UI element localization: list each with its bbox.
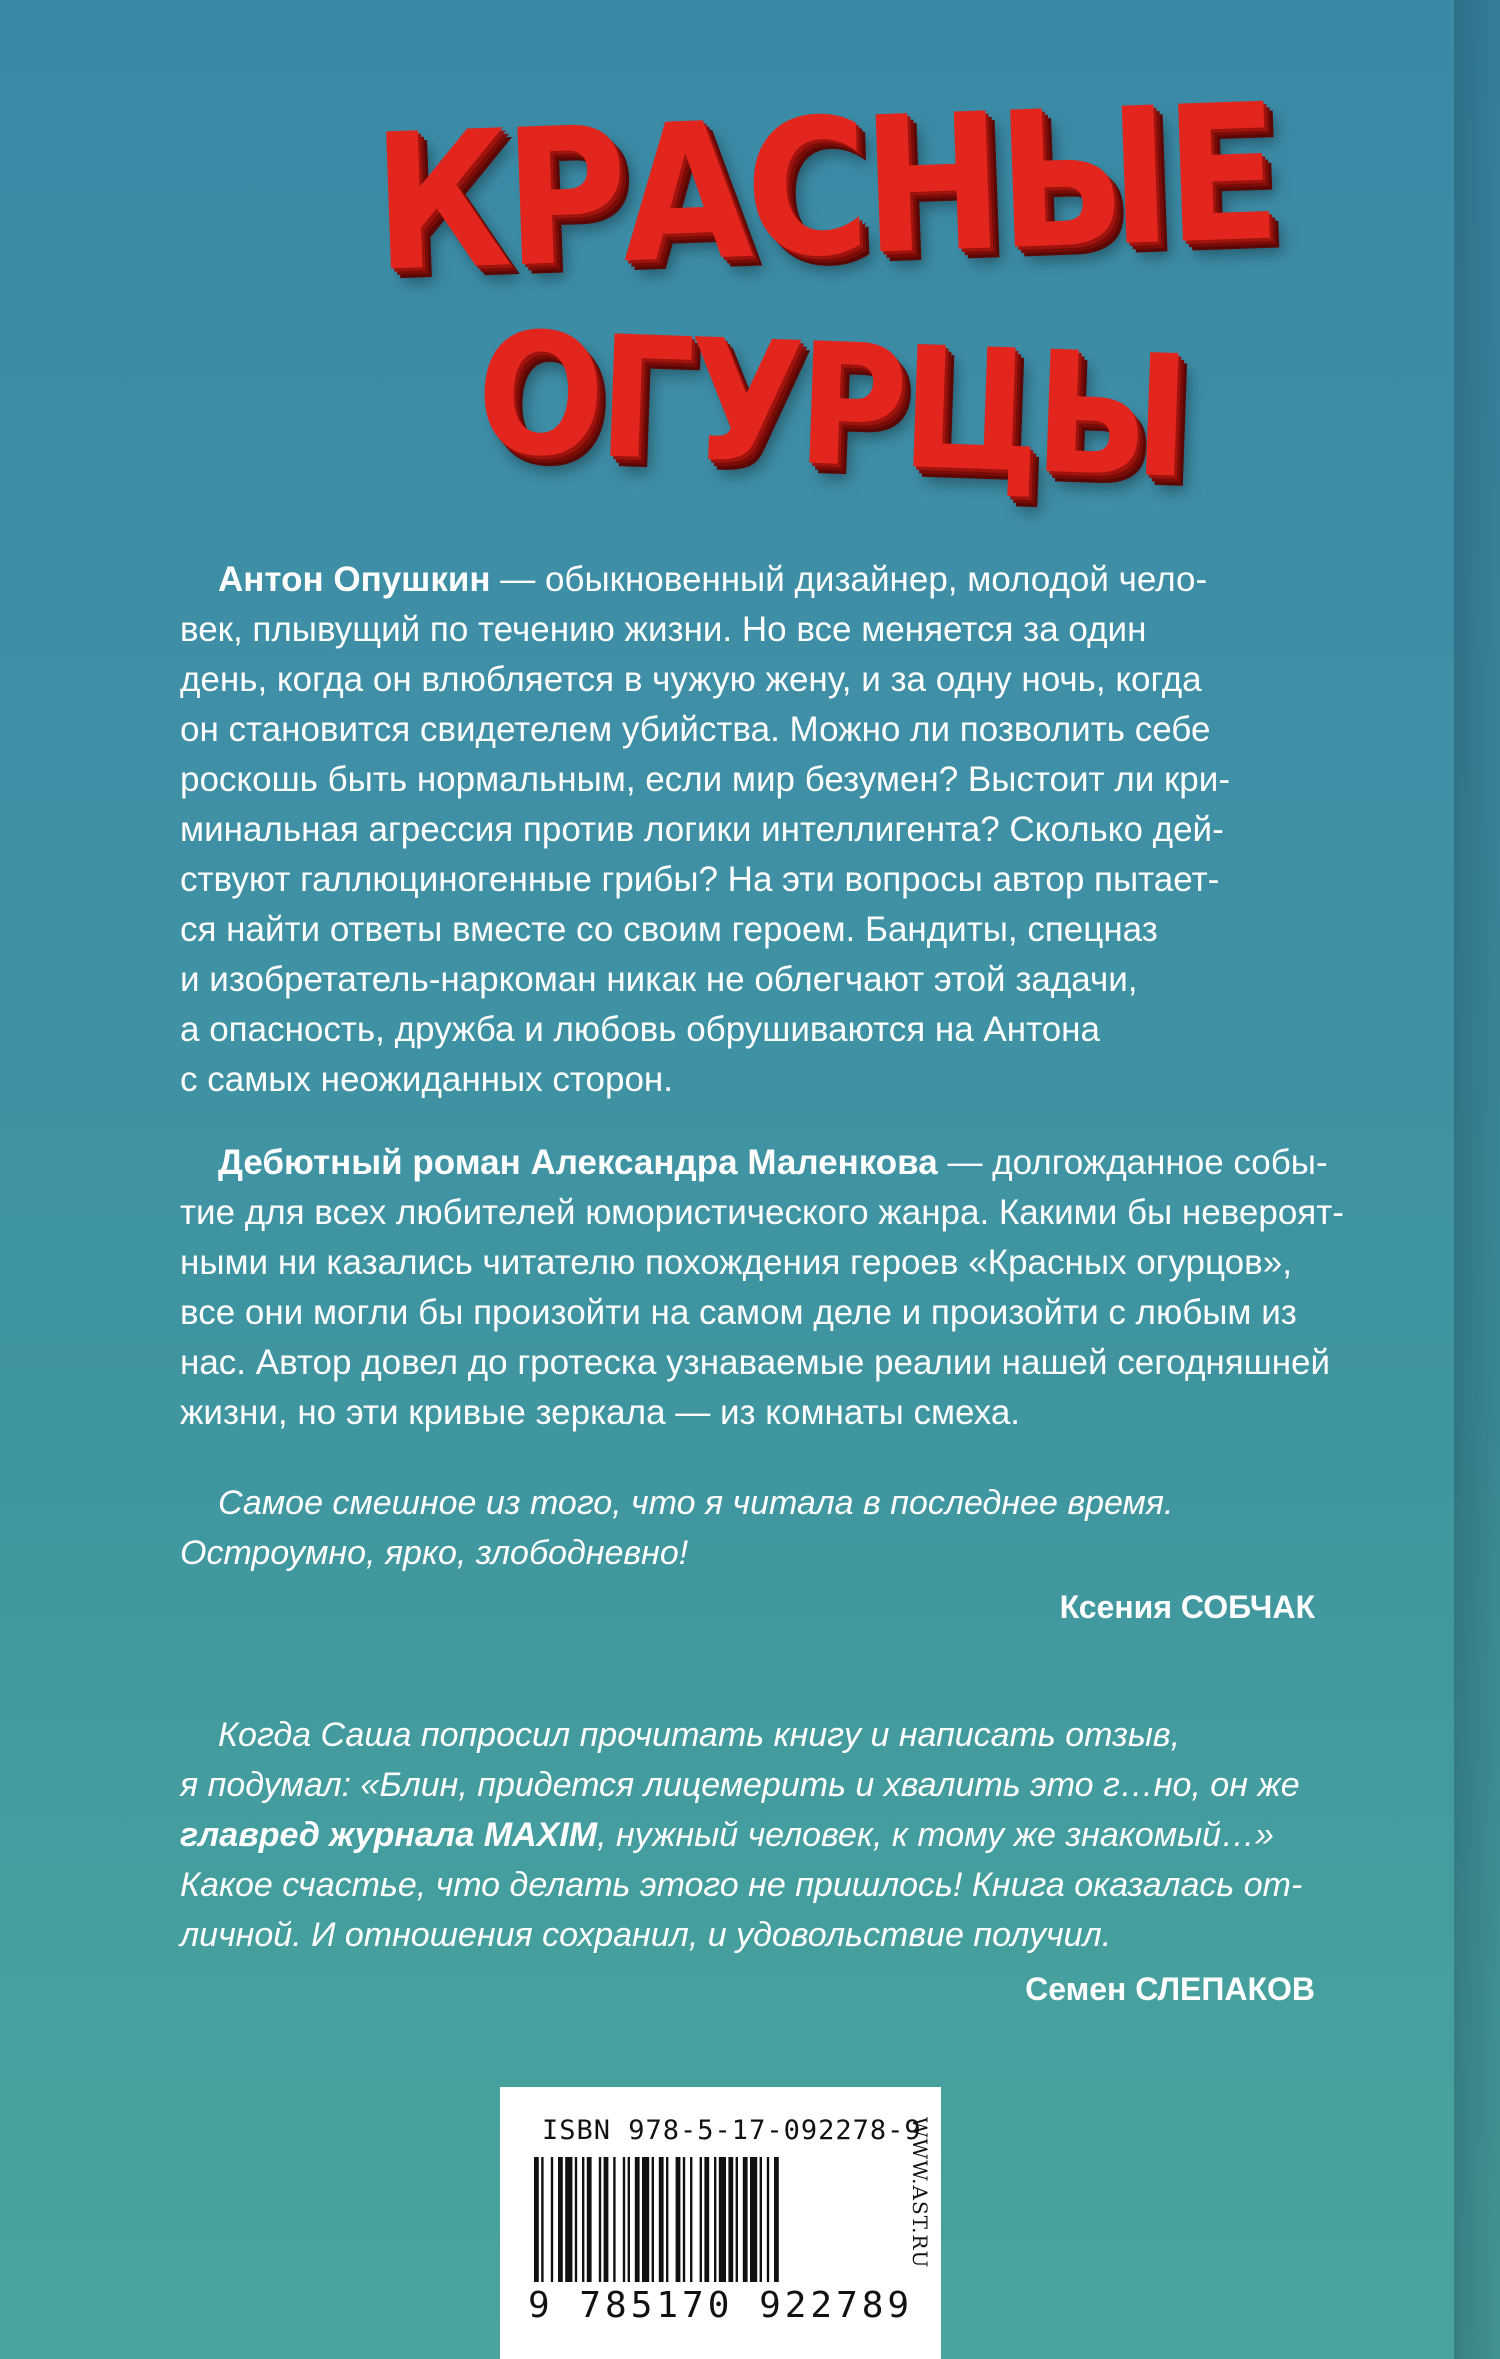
paragraph-line: а опасность, дружба и любовь обрушиваются на Антона xyxy=(180,1010,1100,1049)
paragraph-line: все они могли бы произойти на самом деле и произойти с любым из xyxy=(180,1293,1297,1332)
paragraph-text: — обыкновенный дизайнер, молодой чело- xyxy=(490,560,1208,599)
barcode-icon xyxy=(530,2157,880,2287)
paragraph-text: — долгожданное собы- xyxy=(937,1143,1328,1182)
paragraph-line xyxy=(180,555,1315,605)
publisher-website: WWW.AST.RU xyxy=(908,2117,932,2269)
debut-novel-lead: Дебютный роман Александра Маленкова xyxy=(218,1143,938,1182)
maxim-editor-highlight: главред журнала MAXIM xyxy=(180,1816,598,1854)
paragraph-line: ствуют галлюциногенные грибы? На эти вопросы автор пытает- xyxy=(180,860,1220,899)
barcode-digits: 9 785170 922789 xyxy=(528,2285,914,2326)
hero-name: Антон Опушкин xyxy=(218,560,491,599)
paragraph-line: он становится свидетелем убийства. Можно ли позволить себе xyxy=(180,710,1211,749)
paragraph-line: век, плывущий по течению жизни. Но все меняется за один xyxy=(180,610,1147,649)
title-line-1: КРАСНЫЕ xyxy=(369,62,1278,314)
description-paragraph-2 xyxy=(180,1138,1344,1438)
paragraph-line xyxy=(180,1138,1328,1188)
quote-text: , нужный человек, к тому же знакомый…» xyxy=(597,1816,1274,1854)
description-paragraph-1 xyxy=(180,555,1315,1105)
paragraph-line: жизни, но эти кривые зеркала — из комнаты смеха. xyxy=(180,1393,1021,1432)
isbn-label: ISBN 978-5-17-092278-9 xyxy=(542,2115,922,2146)
paragraph-line: и изобретатель-наркоман никак не облегчают этой задачи, xyxy=(180,960,1138,999)
cover-edge-shadow xyxy=(1454,0,1500,2359)
quote-line: Остроумно, ярко, злободневно! xyxy=(180,1534,689,1572)
review-quote-1 xyxy=(180,1478,1315,1632)
quote-line: Какое счастье, что делать этого не пришлось! Книга оказалась от- xyxy=(180,1866,1303,1904)
quote-line: личной. И отношения сохранил, и удовольствие получил. xyxy=(180,1916,1112,1954)
barcode-panel xyxy=(500,2087,941,2359)
paragraph-line: день, когда он влюбляется в чужую жену, и за одну ночь, когда xyxy=(180,660,1202,699)
paragraph-line: ными ни казались читателю похождения героев «Красных огурцов», xyxy=(180,1243,1292,1282)
review-quote-2 xyxy=(180,1710,1315,2014)
quote-line: Самое смешное из того, что я читала в последнее время. xyxy=(218,1484,1174,1522)
paragraph-line: роскошь быть нормальным, если мир безумен? Выстоит ли кри- xyxy=(180,760,1230,799)
title-line-2: ОГУРЦЫ xyxy=(473,296,1188,517)
quote-line: Когда Саша попросил прочитать книгу и написать отзыв, xyxy=(218,1716,1181,1754)
paragraph-line: минальная агрессия против логики интеллигента? Сколько дей- xyxy=(180,810,1224,849)
paragraph-line: нас. Автор довел до гротеска узнаваемые реалии нашей сегодняшней xyxy=(180,1343,1331,1382)
review-author: Ксения СОБЧАК xyxy=(1059,1589,1315,1625)
paragraph-line: ся найти ответы вместе со своим героем. Бандиты, спецназ xyxy=(180,910,1158,949)
book-title-logo xyxy=(369,62,1278,517)
review-author: Семен СЛЕПАКОВ xyxy=(1025,1971,1315,2007)
quote-line xyxy=(180,1810,1315,1860)
paragraph-line: с самых неожиданных сторон. xyxy=(180,1060,673,1099)
quote-line: я подумал: «Блин, придется лицемерить и хвалить это г…но, он же xyxy=(180,1766,1300,1804)
paragraph-line: тие для всех любителей юмористического жанра. Какими бы невероят- xyxy=(180,1193,1344,1232)
